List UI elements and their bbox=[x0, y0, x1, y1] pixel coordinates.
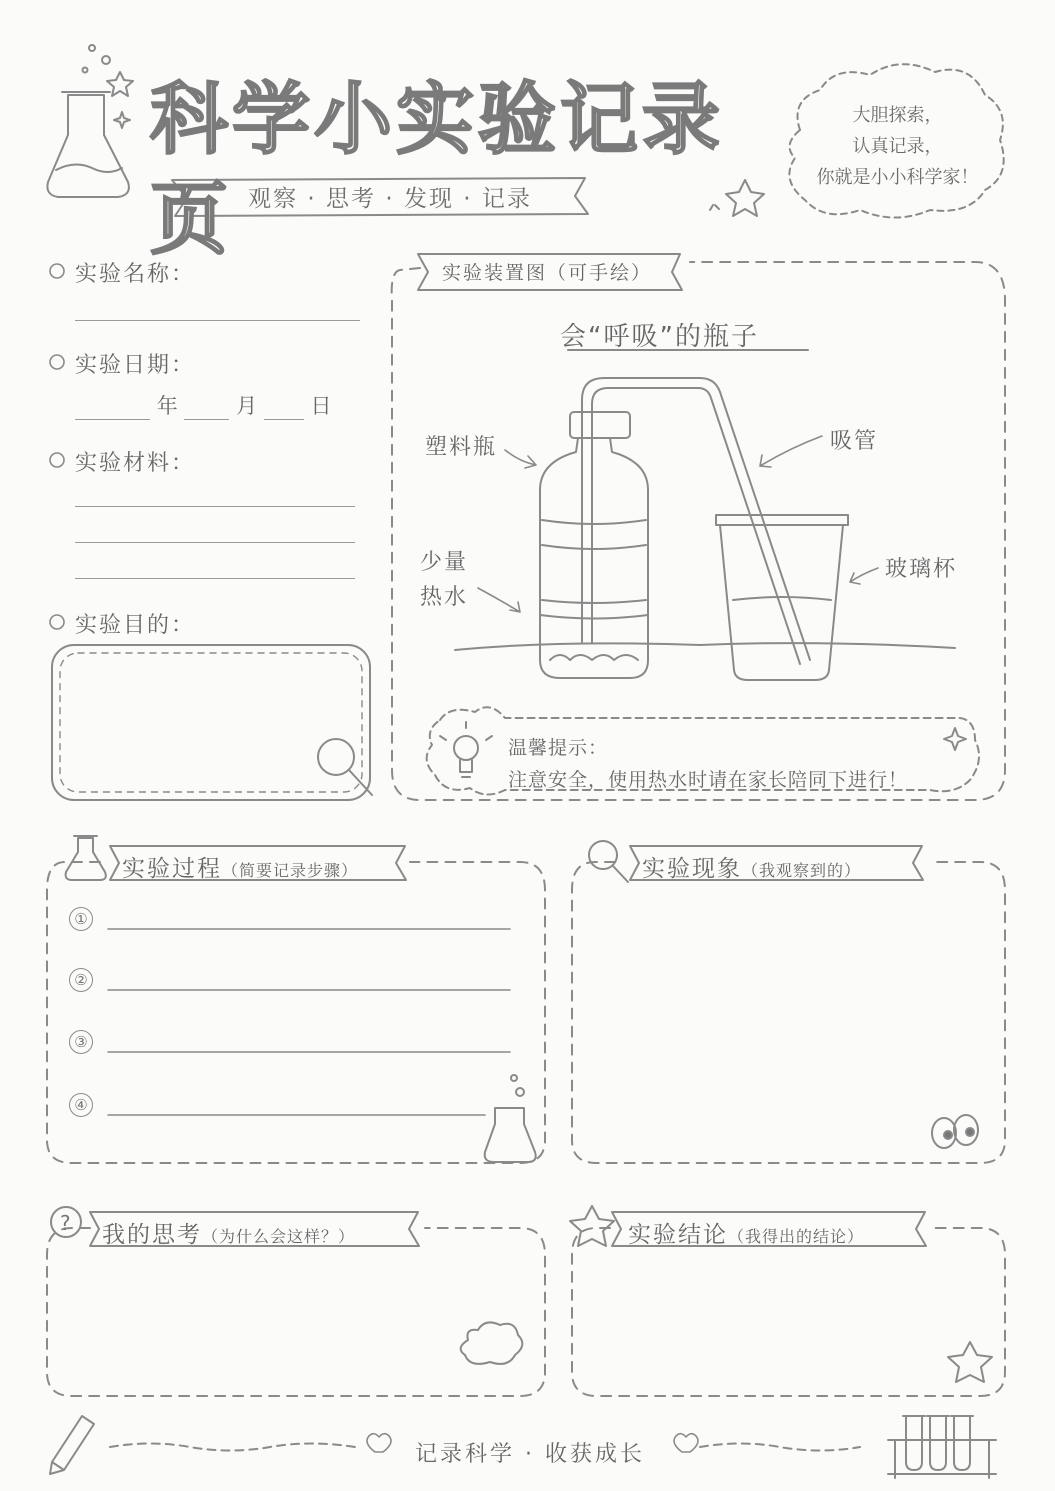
purpose-writing-area[interactable] bbox=[62, 656, 358, 788]
footer-slogan: 记录科学 · 收获成长 bbox=[415, 1442, 645, 1467]
thinking-title: 我的思考 bbox=[102, 1222, 202, 1248]
question-mark-glyph: ? bbox=[60, 1211, 71, 1235]
date-day-label: 日 bbox=[310, 394, 332, 418]
experiment-name-field[interactable] bbox=[75, 320, 360, 321]
process-section-title bbox=[122, 850, 358, 883]
conclusion-section-title bbox=[628, 1216, 864, 1249]
conclusion-hint: （我得出的结论） bbox=[728, 1227, 865, 1246]
sparkle-icon bbox=[944, 728, 966, 750]
page-title: 科学小实验记录页 bbox=[150, 75, 725, 265]
step-input-1[interactable] bbox=[108, 905, 510, 929]
straw-label: 吸管 bbox=[830, 429, 879, 454]
encouragement-text bbox=[800, 100, 995, 193]
page-subtitle: 观察 · 思考 · 发现 · 记录 bbox=[248, 186, 532, 212]
beaker-icon bbox=[485, 1075, 536, 1162]
encouragement-line-1: 大胆探索， bbox=[852, 105, 943, 126]
materials-label: 实验材料： bbox=[75, 451, 196, 476]
safety-tip-title: 温馨提示： bbox=[508, 737, 609, 759]
sparkle-star-icon bbox=[107, 72, 133, 128]
bottle-drawing bbox=[540, 412, 648, 678]
bottle-label: 塑料瓶 bbox=[425, 435, 498, 460]
experiment-name-label: 实验名称： bbox=[75, 262, 196, 287]
step-number-2: ② bbox=[69, 968, 93, 992]
conclusion-star-icon bbox=[570, 1206, 614, 1246]
safety-tip bbox=[508, 732, 908, 796]
step-input-3[interactable] bbox=[108, 1028, 510, 1052]
pencil-icon bbox=[50, 1416, 94, 1474]
phenomenon-writing-area[interactable] bbox=[585, 890, 990, 1150]
date-year-blank[interactable] bbox=[75, 395, 150, 420]
phenomenon-section-title bbox=[642, 850, 861, 883]
straw-drawing bbox=[582, 378, 810, 664]
test-tube-rack-icon bbox=[888, 1416, 996, 1478]
table-line bbox=[455, 643, 955, 650]
water-label-line-1: 少量 bbox=[420, 550, 469, 575]
experiment-date-field[interactable] bbox=[75, 390, 331, 420]
step-number-1: ① bbox=[69, 907, 93, 931]
footer-left-wave bbox=[110, 1444, 355, 1451]
encouragement-line-2: 认真记录， bbox=[852, 136, 943, 157]
thinking-section-title bbox=[102, 1216, 355, 1249]
step-number-4: ④ bbox=[69, 1093, 93, 1117]
glass-drawing bbox=[716, 515, 848, 680]
date-day-blank[interactable] bbox=[264, 395, 304, 420]
phenomenon-hint: （我观察到的） bbox=[742, 861, 862, 880]
star-icon bbox=[710, 180, 764, 216]
safety-tip-text: 注意安全，使用热水时请在家长陪同下进行！ bbox=[508, 769, 909, 791]
glass-label: 玻璃杯 bbox=[885, 557, 958, 582]
process-title: 实验过程 bbox=[122, 856, 222, 882]
heart-icon-right bbox=[674, 1434, 698, 1452]
encouragement-line-3: 你就是小小科学家！ bbox=[816, 167, 979, 188]
materials-line-2[interactable] bbox=[75, 542, 355, 543]
date-year-label: 年 bbox=[156, 394, 178, 418]
process-flask-icon bbox=[66, 836, 106, 880]
conclusion-writing-area[interactable] bbox=[585, 1255, 990, 1385]
step-number-3: ③ bbox=[69, 1030, 93, 1054]
process-hint: （简要记录步骤） bbox=[222, 861, 359, 880]
materials-line-1[interactable] bbox=[75, 506, 355, 507]
materials-line-3[interactable] bbox=[75, 578, 355, 579]
bullet-circles bbox=[50, 264, 64, 629]
water-label-line-2: 热水 bbox=[420, 585, 469, 610]
date-month-blank[interactable] bbox=[184, 395, 229, 420]
step-lines bbox=[108, 929, 510, 1115]
experiment-date-label: 实验日期： bbox=[75, 353, 196, 378]
footer-right-wave bbox=[700, 1444, 860, 1451]
purpose-label: 实验目的： bbox=[75, 613, 196, 638]
diagram-section-label: 实验装置图（可手绘） bbox=[442, 262, 653, 284]
phenomenon-title: 实验现象 bbox=[642, 856, 742, 882]
thinking-hint: （为什么会这样？） bbox=[202, 1227, 356, 1246]
heart-icon-left bbox=[367, 1434, 391, 1452]
step-input-4[interactable] bbox=[108, 1091, 485, 1115]
thinking-writing-area[interactable] bbox=[60, 1255, 530, 1385]
step-input-2[interactable] bbox=[108, 966, 510, 990]
lightbulb-icon bbox=[440, 722, 492, 777]
date-month-label: 月 bbox=[236, 394, 258, 418]
diagram-title: 会“呼吸”的瓶子 bbox=[560, 322, 759, 352]
conclusion-title: 实验结论 bbox=[628, 1222, 728, 1248]
